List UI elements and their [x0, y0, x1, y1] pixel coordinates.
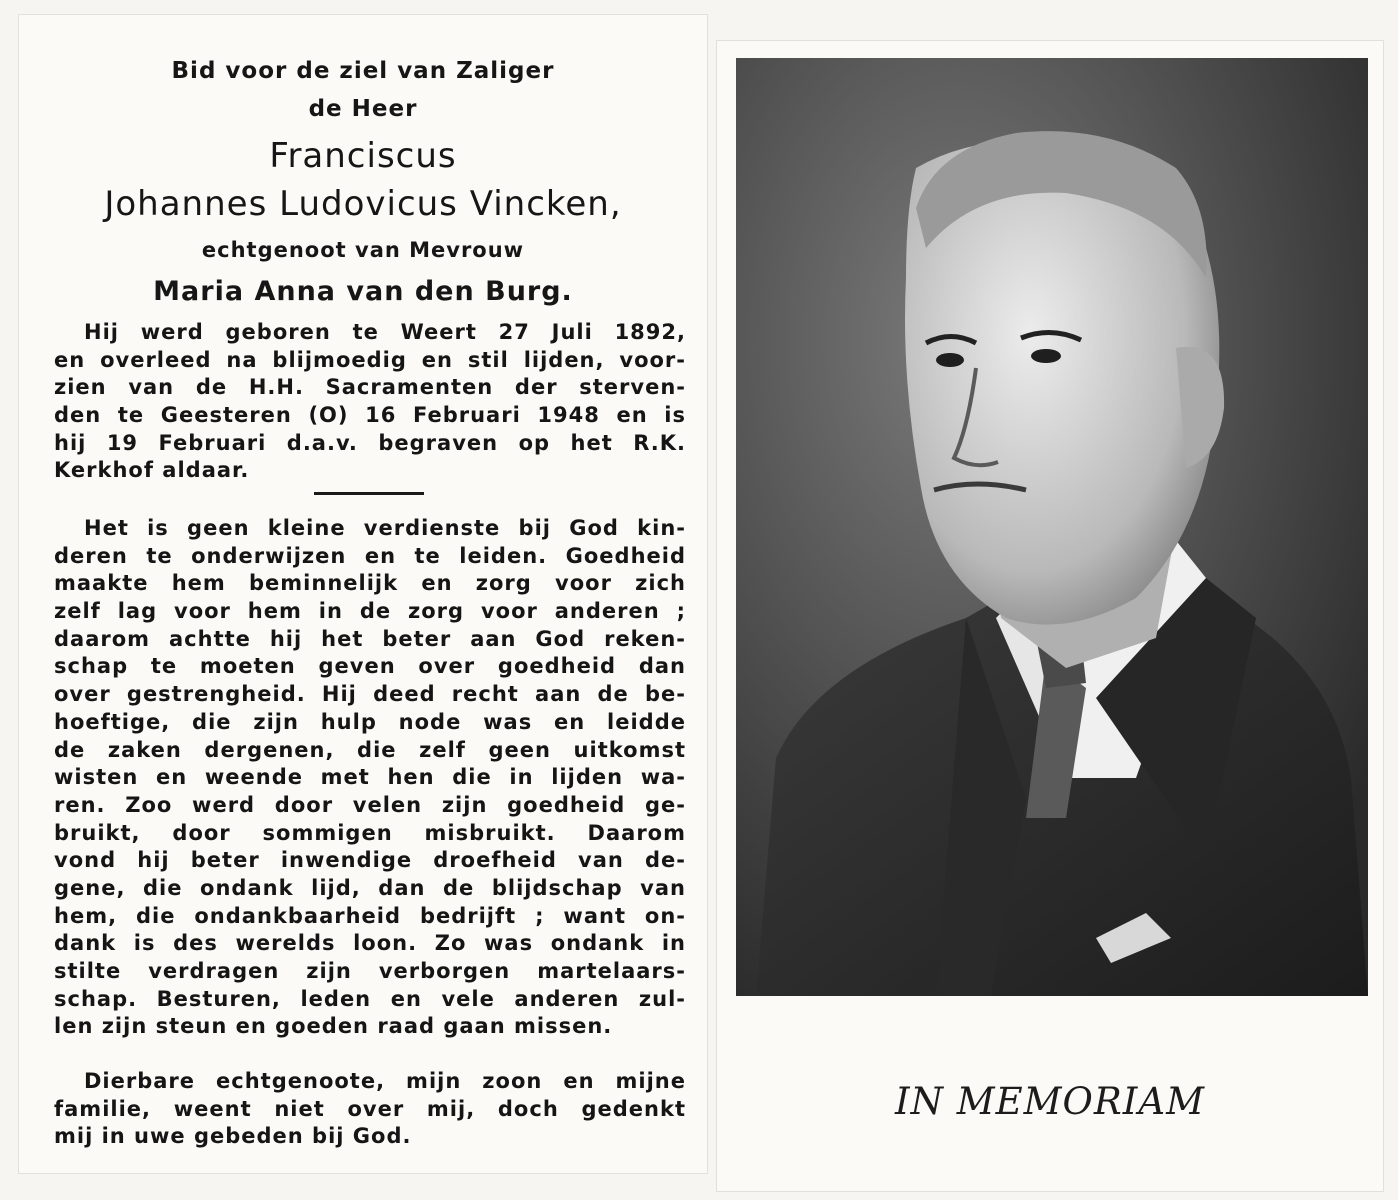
- text-line: zelf lag voor hem in de zorg voor anderen ;: [54, 599, 686, 624]
- text-line: bruikt, door sommigen misbruikt. Daarom: [54, 820, 686, 845]
- text-line: len zijn steun en goeden raad gaan missen.: [54, 1014, 613, 1039]
- deceased-full-name: Johannes Ludovicus Vincken,: [104, 184, 622, 224]
- section-divider: [314, 492, 424, 495]
- text-line: hij 19 Februari d.a.v. begraven op het R.K.: [54, 430, 686, 455]
- biography-paragraph: [54, 319, 686, 485]
- text-line: hem, die ondankbaarheid bedrijft ; want on-: [54, 903, 686, 928]
- tribute-paragraph: [54, 515, 686, 1041]
- text-line: mij in uwe gebeden bij God.: [54, 1124, 412, 1149]
- text-line: en overleed na blijmoedig en stil lijden, voor-: [54, 347, 686, 372]
- heading-line-2: de Heer: [308, 96, 418, 122]
- text-line: dank is des werelds loon. Zo was ondank in: [54, 931, 686, 956]
- prayer-card-text-side: [18, 14, 708, 1174]
- text-line: Het is geen kleine verdienste bij God kin-: [84, 516, 686, 540]
- text-line: familie, weent niet over mij, doch gedenkt: [54, 1096, 686, 1121]
- text-line: Dierbare echtgenoote, mijn zoon en mijne: [84, 1069, 686, 1093]
- spouse-name: Maria Anna van den Burg.: [153, 276, 573, 307]
- text-line: den te Geesteren (O) 16 Februari 1948 en is: [54, 403, 686, 428]
- text-line: schap te moeten geven over goedheid dan: [54, 654, 686, 679]
- in-memoriam-caption: IN MEMORIAM: [895, 1080, 1205, 1123]
- text-line: schap. Besturen, leden en vele anderen zul-: [54, 986, 686, 1011]
- text-line: Hij werd geboren te Weert 27 Juli 1892,: [84, 320, 686, 344]
- farewell-paragraph: [54, 1068, 686, 1151]
- spouse-label: echtgenoot van Mevrouw: [201, 238, 525, 262]
- text-line: stilte verdragen zijn verborgen martelaars-: [54, 959, 686, 983]
- prayer-card-photo-side: [716, 40, 1384, 1192]
- text-line: ren. Zoo werd door velen zijn goedheid ge-: [54, 792, 686, 817]
- text-line: deren te onderwijzen en te leiden. Goedheid: [54, 543, 686, 568]
- text-line: wisten en weende met hen die in lijden wa-: [54, 765, 686, 790]
- text-line: daarom achtte hij het beter aan God reken-: [54, 626, 686, 651]
- text-line: maakte hem beminnelijk en zorg voor zich: [54, 571, 686, 596]
- text-line: de zaken dergenen, die zelf geen uitkomst: [54, 737, 686, 762]
- text-line: gene, die ondank lijd, dan de blijdschap van: [54, 875, 686, 900]
- text-line: hoeftige, die zijn hulp node was en leidde: [54, 709, 686, 734]
- text-line: vond hij beter inwendige droefheid van de-: [54, 848, 686, 873]
- portrait-photo: [736, 58, 1368, 996]
- deceased-first-name: Franciscus: [269, 136, 457, 176]
- text-line: over gestrengheid. Hij deed recht aan de be-: [54, 682, 686, 707]
- text-line: Kerkhof aldaar.: [54, 458, 250, 483]
- text-line: zien van de H.H. Sacramenten der sterven-: [54, 375, 686, 400]
- heading-line-1: Bid voor de ziel van Zaliger: [171, 58, 555, 84]
